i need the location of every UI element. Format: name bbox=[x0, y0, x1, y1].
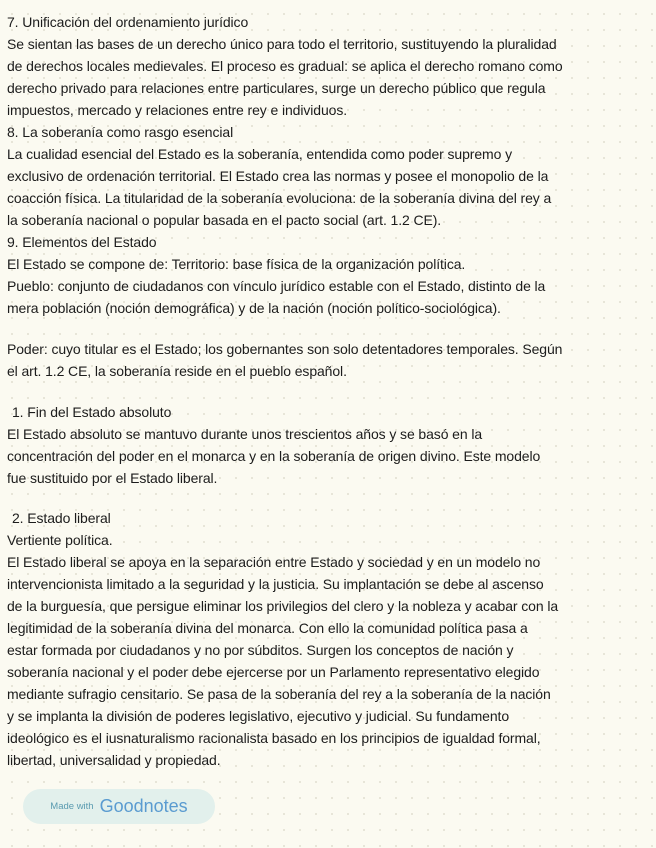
section-7-line: derecho privado para relaciones entre particulares, surge un derecho público que regula bbox=[7, 80, 546, 96]
section-8-line: la soberanía nacional o popular basada en el pacto social (art. 1.2 CE). bbox=[7, 212, 442, 228]
part-2-heading: 2. Estado liberal bbox=[12, 510, 111, 526]
section-9-heading: 9. Elementos del Estado bbox=[7, 234, 157, 250]
part-2-subtitle: Vertiente política. bbox=[7, 532, 113, 548]
section-9-line: Pueblo: conjunto de ciudadanos con vínculo jurídico estable con el Estado, distinto de la bbox=[7, 278, 546, 294]
section-7-line: impuestos, mercado y relaciones entre rey e individuos. bbox=[7, 102, 348, 118]
part-2-line: y se implanta la división de poderes legislativo, ejecutivo y judicial. Su fundamento bbox=[7, 708, 510, 724]
section-9-line: Poder: cuyo titular es el Estado; los gobernantes son solo detentadores temporales. Según bbox=[7, 341, 563, 357]
section-7-heading: 7. Unificación del ordenamiento jurídico bbox=[7, 14, 249, 30]
part-1-line: concentración del poder en el monarca y en la soberanía de origen divino. Este modelo bbox=[7, 448, 541, 464]
part-1-line: fue sustituido por el Estado liberal. bbox=[7, 470, 218, 486]
section-7-line: de derechos locales medievales. El proceso es gradual: se aplica el derecho romano como bbox=[7, 58, 563, 74]
section-7-line: Se sientan las bases de un derecho único para todo el territorio, sustituyendo la pluralidad bbox=[7, 36, 557, 52]
section-9-line: mera población (noción demográfica) y de la nación (noción político-sociológica). bbox=[7, 300, 501, 316]
section-8-line: La cualidad esencial del Estado es la soberanía, entendida como poder supremo y bbox=[7, 146, 512, 162]
part-1-line: El Estado absoluto se mantuvo durante unos trescientos años y se basó en la bbox=[7, 426, 483, 442]
paragraph-spacer bbox=[7, 319, 652, 338]
section-8-line: coacción física. La titularidad de la soberanía evoluciona: de la soberanía divina del rey a bbox=[7, 190, 552, 206]
section-9-line: El Estado se compone de: Territorio: base física de la organización política. bbox=[7, 256, 466, 272]
paragraph-spacer bbox=[7, 382, 652, 401]
part-2-line: estar formada por ciudadanos y no por súbditos. Surgen los conceptos de nación y bbox=[7, 642, 514, 658]
section-8-line: exclusivo de ordenación territorial. El Estado crea las normas y posee el monopolio de la bbox=[7, 168, 549, 184]
part-2-line: El Estado liberal se apoya en la separación entre Estado y sociedad y en un modelo no bbox=[7, 554, 541, 570]
part-2-line: ideológico es el iusnaturalismo racionalista basado en los principios de igualdad formal, bbox=[7, 730, 541, 746]
notes-body bbox=[7, 11, 652, 771]
badge-prefix-text: Made with bbox=[50, 801, 94, 812]
part-1-heading: 1. Fin del Estado absoluto bbox=[12, 404, 172, 420]
part-2-line: mediante sufragio censitario. Se pasa de la soberanía del rey a la soberanía de la nación bbox=[7, 686, 551, 702]
part-2-line: soberanía nacional y el poder debe ejercerse por un Parlamento representativo elegido bbox=[7, 664, 540, 680]
part-2-line: legitimidad de la soberanía divina del monarca. Con ello la comunidad política pasa a bbox=[7, 620, 528, 636]
goodnotes-logo: Goodnotes bbox=[99, 796, 188, 816]
paragraph-spacer bbox=[7, 489, 652, 507]
part-2-line: intervencionista limitado a la seguridad y la justicia. Su implantación se debe al ascenso bbox=[7, 576, 544, 592]
section-8-heading: 8. La soberanía como rasgo esencial bbox=[7, 124, 234, 140]
section-9-line: el art. 1.2 CE, la soberanía reside en el pueblo español. bbox=[7, 363, 347, 379]
part-2-line: de la burguesía, que persigue eliminar los privilegios del clero y la nobleza y acabar con la bbox=[7, 598, 559, 614]
part-2-line: libertad, universalidad y propiedad. bbox=[7, 752, 221, 768]
made-with-goodnotes-badge[interactable] bbox=[23, 789, 215, 824]
